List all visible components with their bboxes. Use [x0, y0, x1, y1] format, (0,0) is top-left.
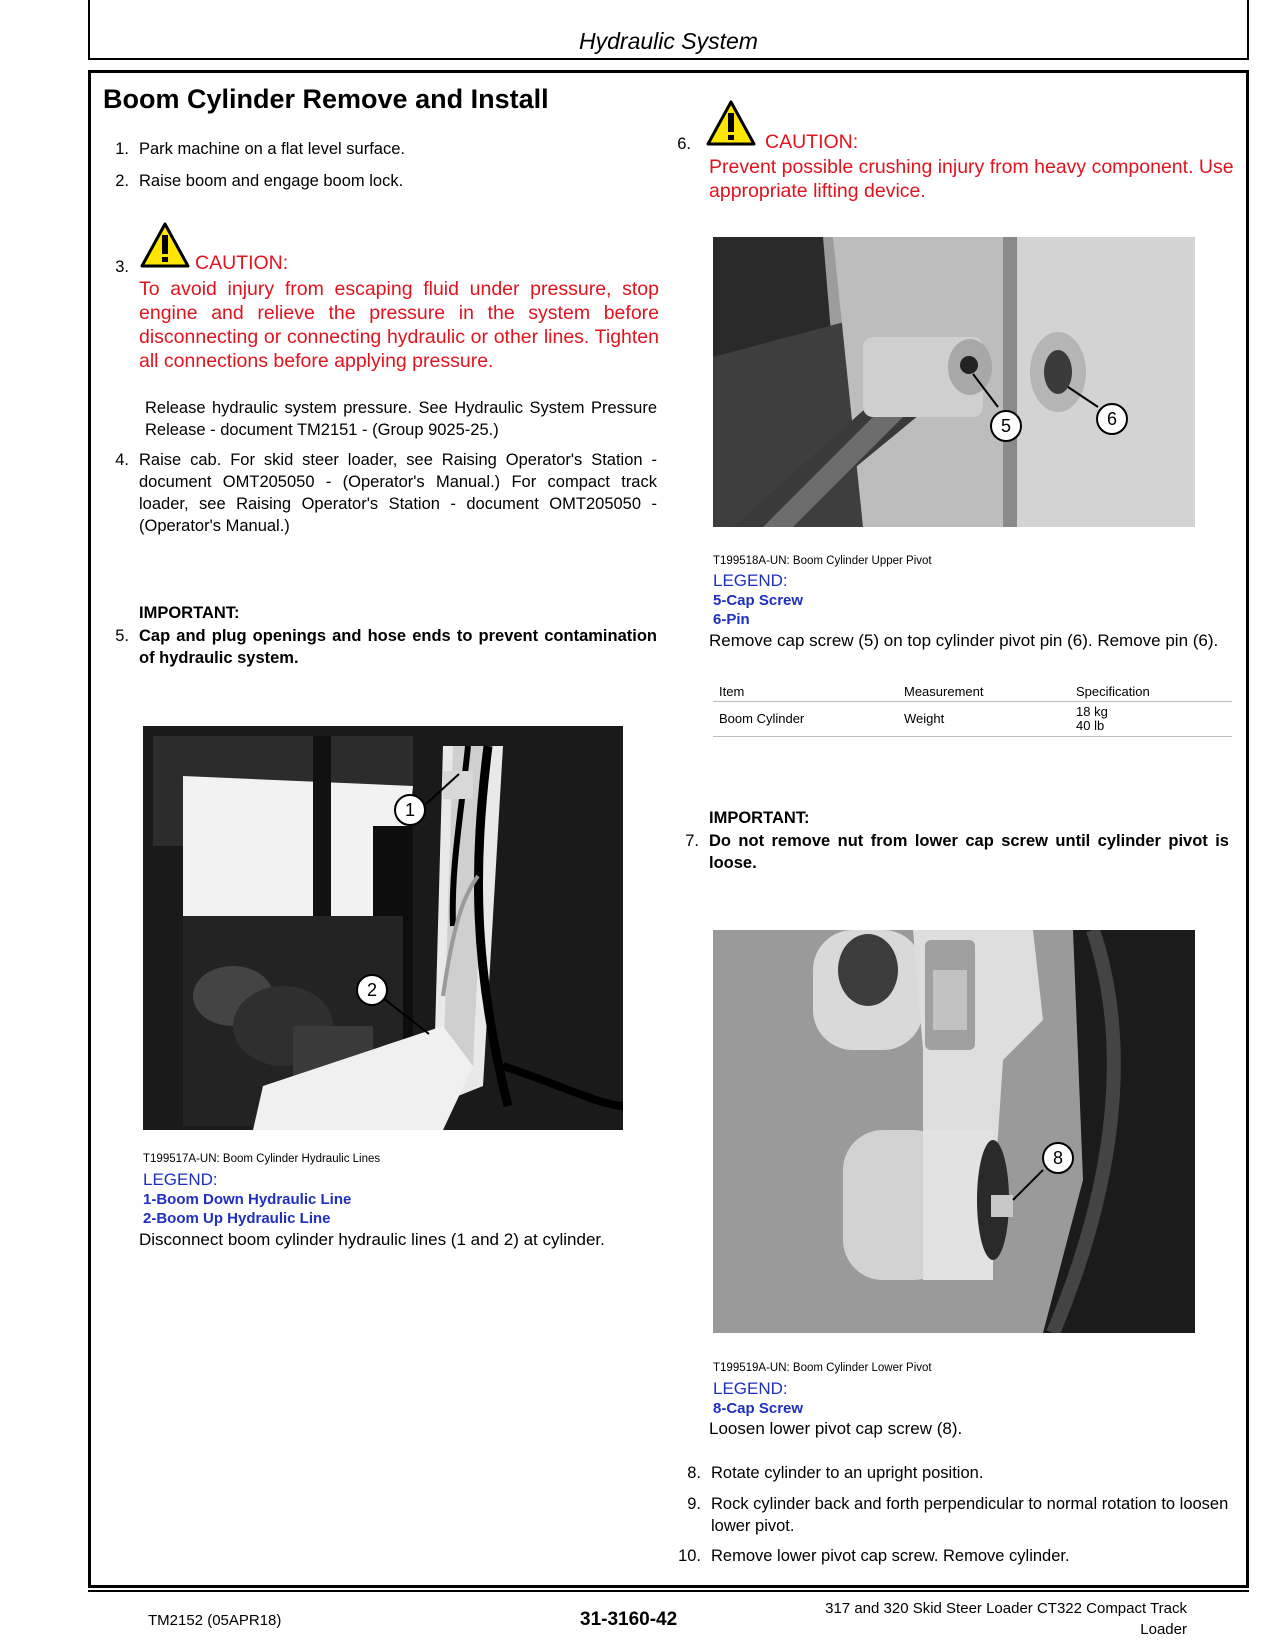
figure-caption: T199519A-UN: Boom Cylinder Lower Pivot	[713, 1362, 932, 1374]
spec-imperial: 40 lb	[1076, 718, 1105, 733]
figure-1-instruction: Disconnect boom cylinder hydraulic lines (1 and 2) at cylinder.	[139, 1230, 605, 1249]
caution-message: Prevent possible crushing injury from heavy component. Use appropriate lifting device.	[709, 156, 1234, 202]
caution-label: CAUTION:	[765, 131, 859, 153]
legend-title: LEGEND:	[713, 571, 788, 590]
caution-message: To avoid injury from escaping fluid under pressure, stop engine and relieve the pressure in the system before disconnecting or connecting hydraulic or other lines. Tighten all connections before applying pressure.	[139, 278, 659, 372]
step-number: 8.	[687, 1464, 701, 1482]
legend-item: 2-Boom Up Hydraulic Line	[143, 1210, 331, 1227]
step-number: 4.	[115, 451, 129, 469]
specification-table	[713, 681, 1232, 737]
step-number: 7.	[685, 832, 699, 850]
footer-title-line: Loader	[1140, 1621, 1187, 1638]
figure-boom-cylinder-upper-pivot	[713, 237, 1195, 527]
figure-boom-cylinder-lower-pivot	[713, 930, 1195, 1333]
table-cell: Boom Cylinder	[713, 702, 898, 737]
figure-2-instruction: Remove cap screw (5) on top cylinder pivot pin (6). Remove pin (6).	[709, 631, 1219, 650]
step-number: 10.	[678, 1547, 701, 1565]
step-6-number	[665, 133, 695, 157]
important-label: IMPORTANT:	[139, 604, 240, 622]
step-number: 3.	[115, 258, 129, 276]
step-number: 6.	[677, 135, 691, 153]
warning-triangle-icon	[706, 100, 756, 146]
step-text: Cap and plug openings and hose ends to prevent contamination of hydraulic system.	[139, 627, 657, 667]
column-header: Specification	[1070, 681, 1232, 702]
step-2	[103, 170, 663, 194]
step-number: 2.	[115, 172, 129, 190]
step-1	[103, 138, 663, 162]
callout-1: 1	[404, 800, 416, 820]
step-text: Rock cylinder back and forth perpendicular to normal rotation to loosen lower pivot.	[711, 1495, 1229, 1535]
column-header: Item	[713, 681, 898, 702]
figure-3-instruction: Loosen lower pivot cap screw (8).	[709, 1419, 963, 1438]
step-8	[675, 1462, 1240, 1486]
callout-8: 8	[1052, 1148, 1064, 1168]
callout-5: 5	[1000, 416, 1012, 436]
step-3-text: Release hydraulic system pressure. See Hydraulic System Pressure Release - document TM2151 - (Group 9025-25.)	[145, 399, 657, 439]
footer-document-id: TM2152 (05APR18)	[148, 1612, 282, 1629]
footer-manual-title	[757, 1598, 1187, 1640]
table-cell	[1070, 702, 1232, 737]
step-text: Raise cab. For skid steer loader, see Raising Operator's Station - document OMT205050 - (Operator's Manual.) For compact track loader, see Raising Operator's Station - document OMT205050 - (Operator's Manual.)	[139, 451, 657, 535]
footer-page-number: 31-3160-42	[580, 1609, 678, 1630]
step-text: Do not remove nut from lower cap screw until cylinder pivot is loose.	[709, 832, 1229, 872]
step-7	[673, 830, 1233, 878]
figure-caption: T199518A-UN: Boom Cylinder Upper Pivot	[713, 555, 932, 567]
footer-title-line: 317 and 320 Skid Steer Loader CT322 Compact Track	[825, 1600, 1187, 1617]
important-label: IMPORTANT:	[709, 809, 810, 827]
legend-item: 6-Pin	[713, 611, 750, 628]
legend-title: LEGEND:	[713, 1379, 788, 1398]
page-header	[88, 0, 1249, 60]
figure-caption: T199517A-UN: Boom Cylinder Hydraulic Lines	[143, 1153, 381, 1165]
caution-label: CAUTION:	[195, 252, 289, 274]
legend-item: 5-Cap Screw	[713, 592, 804, 609]
warning-triangle-icon	[140, 222, 190, 268]
legend-title: LEGEND:	[143, 1170, 218, 1189]
table-cell: Weight	[898, 702, 1070, 737]
step-text: Park machine on a flat level surface.	[139, 140, 405, 158]
callout-6: 6	[1106, 409, 1118, 429]
step-number: 9.	[687, 1495, 701, 1513]
step-number: 5.	[115, 627, 129, 645]
step-text: Rotate cylinder to an upright position.	[711, 1464, 984, 1482]
step-text: Remove lower pivot cap screw. Remove cylinder.	[711, 1547, 1070, 1565]
step-10	[675, 1545, 1240, 1569]
figure-boom-cylinder-hydraulic-lines	[143, 726, 623, 1130]
step-9	[675, 1493, 1240, 1541]
legend-item: 1-Boom Down Hydraulic Line	[143, 1191, 352, 1208]
step-text: Raise boom and engage boom lock.	[139, 172, 404, 190]
step-4	[103, 449, 663, 541]
step-number: 1.	[115, 140, 129, 158]
step-3-number	[103, 256, 133, 280]
legend-item: 8-Cap Screw	[713, 1400, 804, 1417]
footer-divider	[88, 1590, 1249, 1592]
header-title: Hydraulic System	[579, 28, 758, 54]
callout-2: 2	[366, 980, 378, 1000]
table-header-row	[713, 681, 1232, 702]
spec-metric: 18 kg	[1076, 704, 1108, 719]
table-row	[713, 702, 1232, 737]
step-5	[103, 625, 663, 673]
section-title: Boom Cylinder Remove and Install	[103, 84, 549, 114]
column-header: Measurement	[898, 681, 1070, 702]
